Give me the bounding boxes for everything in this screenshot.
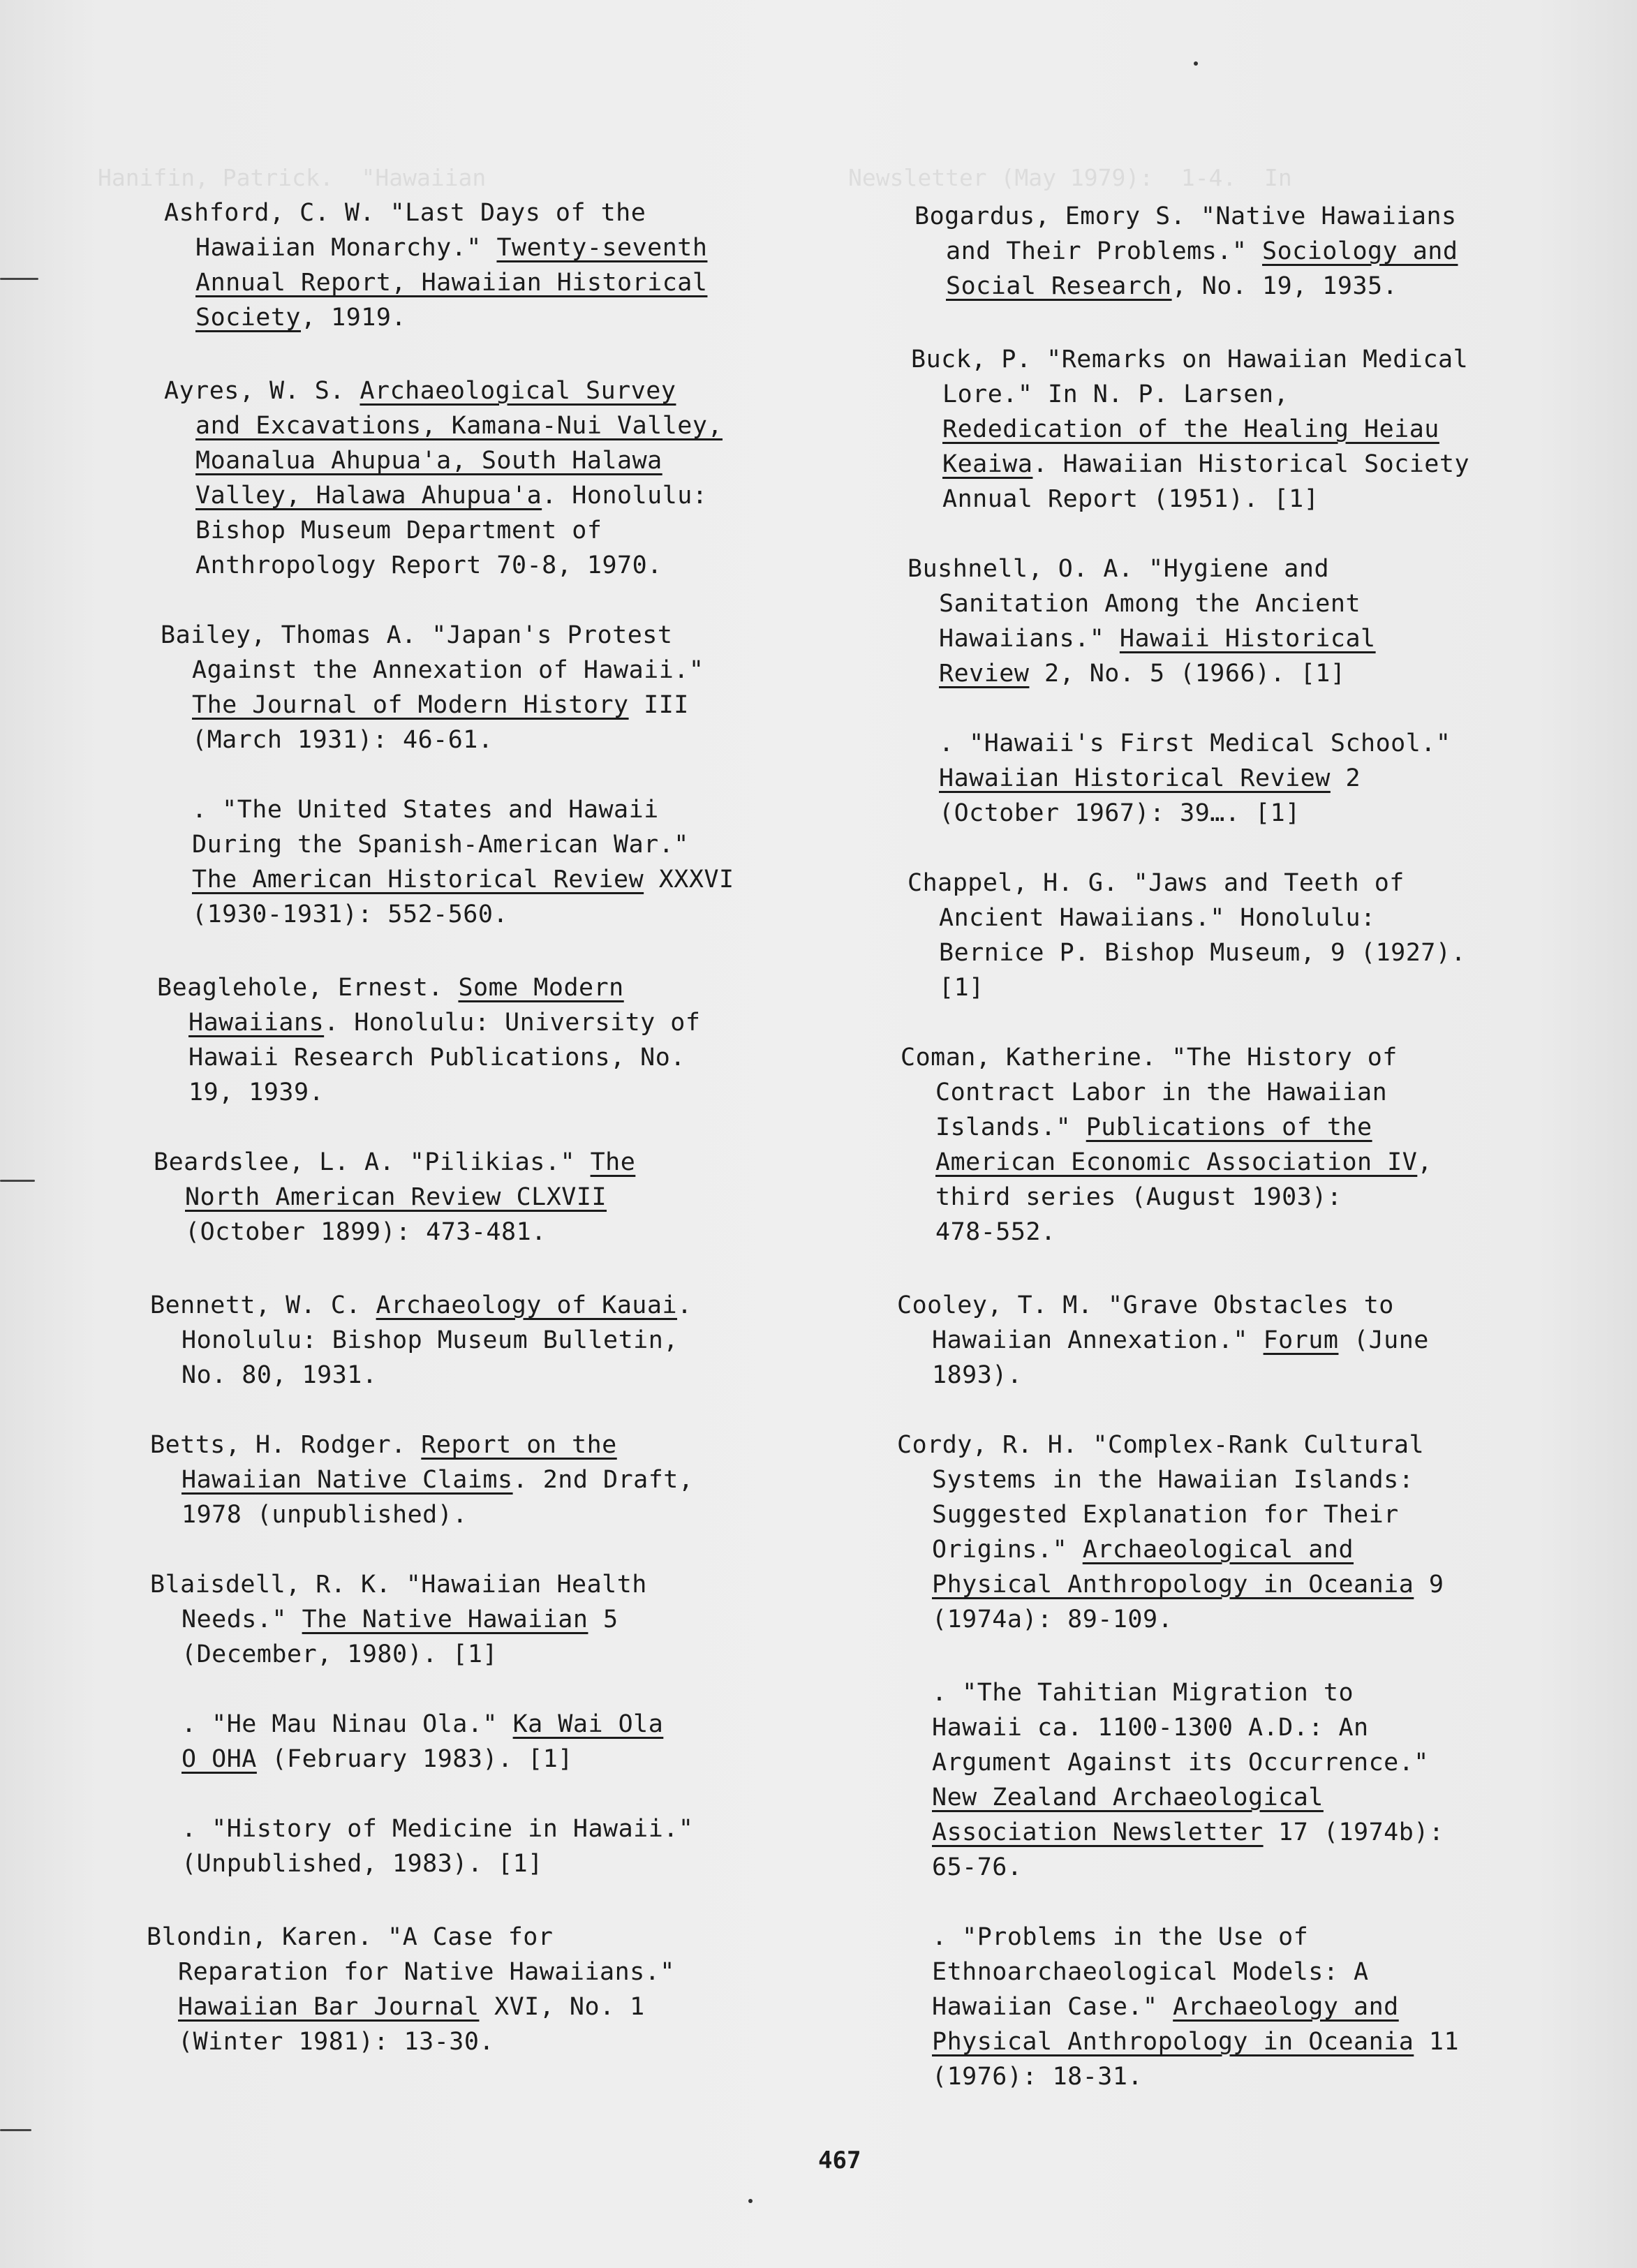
entry-line [939, 586, 1361, 621]
citation-text: Reparation for Native Hawaiians." [178, 1958, 675, 1986]
citation-title-text: American Economic Association IV [935, 1148, 1418, 1176]
citation-title-text: The Native Hawaiian [302, 1606, 588, 1633]
citation-text: 17 (1974b): [1263, 1818, 1444, 1846]
citation-title-text: Physical Anthropology in Oceania [932, 1571, 1414, 1599]
citation-text: Bernice P. Bishop Museum, 9 (1927). [939, 939, 1467, 967]
citation-text: Bailey, Thomas A. "Japan's Protest [161, 621, 673, 649]
entry-line [178, 1955, 675, 1989]
entry-line [185, 1215, 547, 1250]
citation-title-text: Twenty-seventh [496, 234, 708, 262]
entry-line [932, 1850, 1022, 1885]
entry-line [939, 761, 1361, 796]
citation-title-text: Rededication of the Healing Heiau [942, 415, 1439, 443]
citation-text: (March 1931): 46-61. [192, 726, 494, 754]
citation-text: Ethnoarchaeological Models: A [932, 1958, 1369, 1986]
citation-text: Islands." [935, 1113, 1086, 1141]
entry-line [182, 1742, 573, 1777]
entry-line [946, 234, 1458, 269]
entry-line [932, 1323, 1429, 1358]
citation-text: (1974a): 89-109. [932, 1606, 1173, 1633]
citation-text: 5 [588, 1606, 618, 1633]
entry-line [946, 269, 1398, 304]
citation-title-text: Hawaii Historical [1119, 625, 1376, 653]
citation-text: Bogardus, Emory S. "Native Hawaiians [914, 202, 1457, 230]
margin-mark-3 [0, 2129, 31, 2131]
citation-text: 19, 1939. [188, 1079, 325, 1106]
citation-text: . "He Mau Ninau Ola." [182, 1710, 513, 1738]
entry-line [182, 1323, 679, 1358]
entry-line [901, 1040, 1398, 1075]
citation-text: 1893). [932, 1361, 1023, 1389]
citation-text: Contract Labor in the Hawaiian [935, 1079, 1388, 1106]
citation-text: [1] [939, 974, 984, 1002]
entry-line [195, 408, 723, 443]
citation-text: (June [1338, 1326, 1429, 1354]
entry-line [182, 1846, 543, 1881]
citation-text: (December, 1980). [1] [182, 1640, 498, 1668]
entry-line [942, 412, 1439, 447]
citation-text: Origins." [932, 1536, 1083, 1564]
citation-title-text: The Journal of Modern History [192, 691, 629, 719]
citation-title-text: Keaiwa [942, 450, 1033, 478]
citation-title-text: The [590, 1148, 636, 1176]
entry-line [192, 653, 704, 688]
entry-line [182, 1462, 693, 1497]
citation-title-text: Hawaiian Native Claims [182, 1466, 513, 1494]
entry-line [939, 900, 1376, 935]
citation-title-text: Physical Anthropology in Oceania [932, 2028, 1414, 2056]
citation-text: XVI, No. 1 [479, 1993, 645, 2021]
entry-line [935, 1145, 1432, 1180]
entry-line [188, 1005, 700, 1040]
entry-line [192, 722, 493, 757]
entry-line [150, 1428, 617, 1462]
entry-line [188, 1075, 324, 1110]
entry-line [161, 618, 672, 653]
citation-text: Bennett, W. C. [150, 1291, 376, 1319]
entry-line [932, 1675, 1354, 1710]
entry-line [939, 935, 1466, 970]
entry-line [932, 1955, 1369, 1989]
citation-text: , 1919. [301, 304, 407, 332]
entry-line [932, 1815, 1444, 1850]
entry-line [192, 688, 689, 722]
citation-text: Sanitation Among the Ancient [939, 590, 1361, 618]
citation-title-text: Ka Wai Ola [512, 1710, 664, 1738]
citation-text: 65-76. [932, 1853, 1023, 1881]
margin-mark-1 [0, 278, 38, 280]
citation-text: . [677, 1291, 692, 1319]
citation-text: Honolulu: Bishop Museum Bulletin, [182, 1326, 679, 1354]
citation-title-text: Social Research [946, 272, 1172, 300]
margin-mark-2 [0, 1180, 35, 1182]
entry-line [157, 970, 624, 1005]
entry-line [154, 1145, 635, 1180]
citation-text: 2 [1330, 764, 1361, 792]
citation-text: Beaglehole, Ernest. [157, 974, 459, 1002]
citation-title-text: Archaeology of Kauai [376, 1291, 678, 1319]
entry-line [150, 1288, 692, 1323]
entry-line [932, 1710, 1369, 1745]
citation-text: Blondin, Karen. "A Case for [147, 1923, 554, 1951]
citation-title-text: North American Review CLXVII [185, 1183, 607, 1211]
citation-title-text: Hawaiians [188, 1009, 325, 1037]
citation-title-text: O OHA [182, 1745, 257, 1773]
citation-title-text: Annual Report, Hawaiian Historical [195, 269, 708, 297]
citation-text: Suggested Explanation for Their [932, 1501, 1399, 1529]
citation-title-text: Publications of the [1086, 1113, 1372, 1141]
citation-text: Hawaiian Monarchy." [195, 234, 497, 262]
citation-title-text: New Zealand Archaeological [932, 1784, 1324, 1811]
citation-text: (Unpublished, 1983). [1] [182, 1850, 543, 1878]
citation-text: 478-552. [935, 1218, 1056, 1246]
page-number: 467 [818, 2147, 861, 2174]
citation-title-text: Archaeological Survey [360, 377, 676, 405]
citation-text: and Their Problems." [946, 237, 1263, 265]
citation-text: Cooley, T. M. "Grave Obstacles to [897, 1291, 1394, 1319]
entry-line [178, 2024, 494, 2059]
citation-text: Argument Against its Occurrence." [932, 1749, 1429, 1777]
entry-line [182, 1707, 663, 1742]
entry-line [932, 1602, 1173, 1637]
entry-line [908, 866, 1405, 900]
citation-title-text: Some Modern [458, 974, 624, 1002]
citation-text: Bishop Museum Department of [195, 517, 602, 544]
citation-text: Annual Report (1951). [1] [942, 485, 1319, 513]
bleed-through-left: Hanifin, Patrick. "Hawaiian [98, 164, 487, 191]
citation-text: Bushnell, O. A. "Hygiene and [908, 555, 1330, 583]
entry-line [932, 1745, 1429, 1780]
entry-line [182, 1602, 618, 1637]
entry-line [942, 377, 1289, 412]
entry-line [185, 1180, 607, 1215]
citation-text: 1978 (unpublished). [182, 1501, 468, 1529]
entry-line [939, 621, 1376, 656]
citation-text: Ashford, C. W. "Last Days of the [164, 199, 646, 227]
entry-line [164, 373, 676, 408]
entry-line [182, 1497, 468, 1532]
citation-title-text: Sociology and [1262, 237, 1458, 265]
entry-line [178, 1989, 645, 2024]
entry-line [147, 1920, 553, 1955]
citation-title-text: Association Newsletter [932, 1818, 1264, 1846]
citation-text: During the Spanish-American War." [192, 831, 689, 859]
citation-text: Systems in the Hawaiian Islands: [932, 1466, 1414, 1494]
entry-line [935, 1075, 1387, 1110]
citation-text: Needs." [182, 1606, 302, 1633]
entry-line [932, 1497, 1399, 1532]
citation-text: . "The Tahitian Migration to [932, 1679, 1354, 1707]
entry-line [195, 300, 406, 335]
citation-title-text: Archaeological and [1082, 1536, 1354, 1564]
entry-line [150, 1567, 647, 1602]
entry-line [932, 1462, 1414, 1497]
citation-text: , [1417, 1148, 1432, 1176]
citation-text: . Hawaiian Historical Society [1032, 450, 1470, 478]
entry-line [195, 230, 707, 265]
entry-line [908, 551, 1329, 586]
entry-line [911, 342, 1468, 377]
entry-line [939, 656, 1345, 691]
entry-line [935, 1215, 1056, 1250]
citation-text: (October 1967): 39…. [1] [939, 799, 1301, 827]
citation-text: 11 [1414, 2028, 1460, 2056]
entry-line [932, 1532, 1354, 1567]
citation-text: Buck, P. "Remarks on Hawaiian Medical [911, 346, 1469, 373]
entry-line [939, 796, 1301, 831]
citation-text: . 2nd Draft, [512, 1466, 694, 1494]
entry-line [942, 447, 1469, 482]
entry-line [195, 513, 602, 548]
entry-line [195, 478, 707, 513]
citation-title-text: The American Historical Review [192, 866, 644, 894]
citation-text: Coman, Katherine. "The History of [901, 1044, 1398, 1072]
citation-title-text: Hawaiian Historical Review [939, 764, 1331, 792]
citation-text: Cordy, R. H. "Complex-Rank Cultural [897, 1431, 1425, 1459]
entry-line [188, 1040, 686, 1075]
entry-line [942, 482, 1319, 517]
entry-line [897, 1428, 1424, 1462]
citation-text: (October 1899): 473-481. [185, 1218, 547, 1246]
citation-text: (1976): 18-31. [932, 2063, 1143, 2091]
citation-text: Lore." In N. P. Larsen, [942, 380, 1289, 408]
entry-line [195, 443, 662, 478]
entry-line [192, 862, 734, 897]
entry-line [932, 1989, 1399, 2024]
entry-line [192, 792, 659, 827]
citation-text: . Honolulu: [542, 482, 708, 510]
entry-line [932, 1567, 1444, 1602]
citation-text: . "History of Medicine in Hawaii." [182, 1815, 694, 1843]
citation-text: . "Problems in the Use of [932, 1923, 1309, 1951]
citation-title-text: Valley, Halawa Ahupua'a [195, 482, 542, 510]
citation-text: (1930-1931): 552-560. [192, 900, 509, 928]
citation-text: Hawaii ca. 1100-1300 A.D.: An [932, 1714, 1369, 1742]
citation-title-text: Society [195, 304, 302, 332]
entry-line [164, 195, 646, 230]
citation-text: XXXVI [644, 866, 734, 894]
speck-bottom [748, 2199, 753, 2203]
citation-text: 2, No. 5 (1966). [1] [1029, 660, 1346, 688]
citation-text: Hawaiians." [939, 625, 1120, 653]
entry-line [932, 2024, 1459, 2059]
citation-title-text: Hawaiian Bar Journal [178, 1993, 480, 2021]
entry-line [192, 897, 508, 932]
citation-title-text: Forum [1263, 1326, 1339, 1354]
citation-text: Hawaii Research Publications, No. [188, 1044, 686, 1072]
citation-text: 9 [1414, 1571, 1444, 1599]
entry-line [932, 1920, 1308, 1955]
entry-line [932, 2059, 1143, 2094]
citation-text: , No. 19, 1935. [1171, 272, 1398, 300]
entry-line [932, 1780, 1324, 1815]
bleed-through-right: Newsletter (May 1979): 1-4. In [848, 164, 1292, 191]
citation-text: (February 1983). [1] [256, 1745, 573, 1773]
entry-line [182, 1811, 693, 1846]
citation-title-text: and Excavations, Kamana-Nui Valley, [195, 412, 723, 440]
citation-text: (Winter 1981): 13-30. [178, 2028, 495, 2056]
citation-text: Against the Annexation of Hawaii." [192, 656, 704, 684]
citation-text: Betts, H. Rodger. [150, 1431, 422, 1459]
citation-text: Ancient Hawaiians." Honolulu: [939, 904, 1376, 932]
speck-top [1194, 61, 1198, 66]
citation-text: Ayres, W. S. [164, 377, 360, 405]
citation-text: Anthropology Report 70-8, 1970. [195, 551, 662, 579]
citation-text: . "The United States and Hawaii [192, 796, 659, 824]
citation-text: Hawaiian Case." [932, 1993, 1173, 2021]
citation-text: III [628, 691, 689, 719]
entry-line [195, 265, 707, 300]
citation-text: No. 80, 1931. [182, 1361, 378, 1389]
citation-text: Hawaiian Annexation." [932, 1326, 1264, 1354]
entry-line [192, 827, 689, 862]
entry-line [182, 1637, 498, 1672]
citation-text: Blaisdell, R. K. "Hawaiian Health [150, 1571, 647, 1599]
entry-line [939, 970, 984, 1005]
entry-line [195, 548, 662, 583]
citation-title-text: Archaeology and [1173, 1993, 1399, 2021]
entry-line [932, 1358, 1022, 1393]
citation-text: . Honolulu: University of [324, 1009, 701, 1037]
citation-text: Beardslee, L. A. "Pilikias." [154, 1148, 591, 1176]
citation-text: Chappel, H. G. "Jaws and Teeth of [908, 869, 1405, 897]
citation-title-text: Report on the [421, 1431, 617, 1459]
citation-title-text: Moanalua Ahupua'a, South Halawa [195, 447, 662, 475]
citation-text: third series (August 1903): [935, 1183, 1342, 1211]
entry-line [939, 726, 1451, 761]
entry-line [914, 199, 1457, 234]
entry-line [935, 1110, 1372, 1145]
entry-line [935, 1180, 1342, 1215]
entry-line [182, 1358, 377, 1393]
citation-title-text: Review [939, 660, 1030, 688]
citation-text: . "Hawaii's First Medical School." [939, 729, 1451, 757]
entry-line [897, 1288, 1394, 1323]
